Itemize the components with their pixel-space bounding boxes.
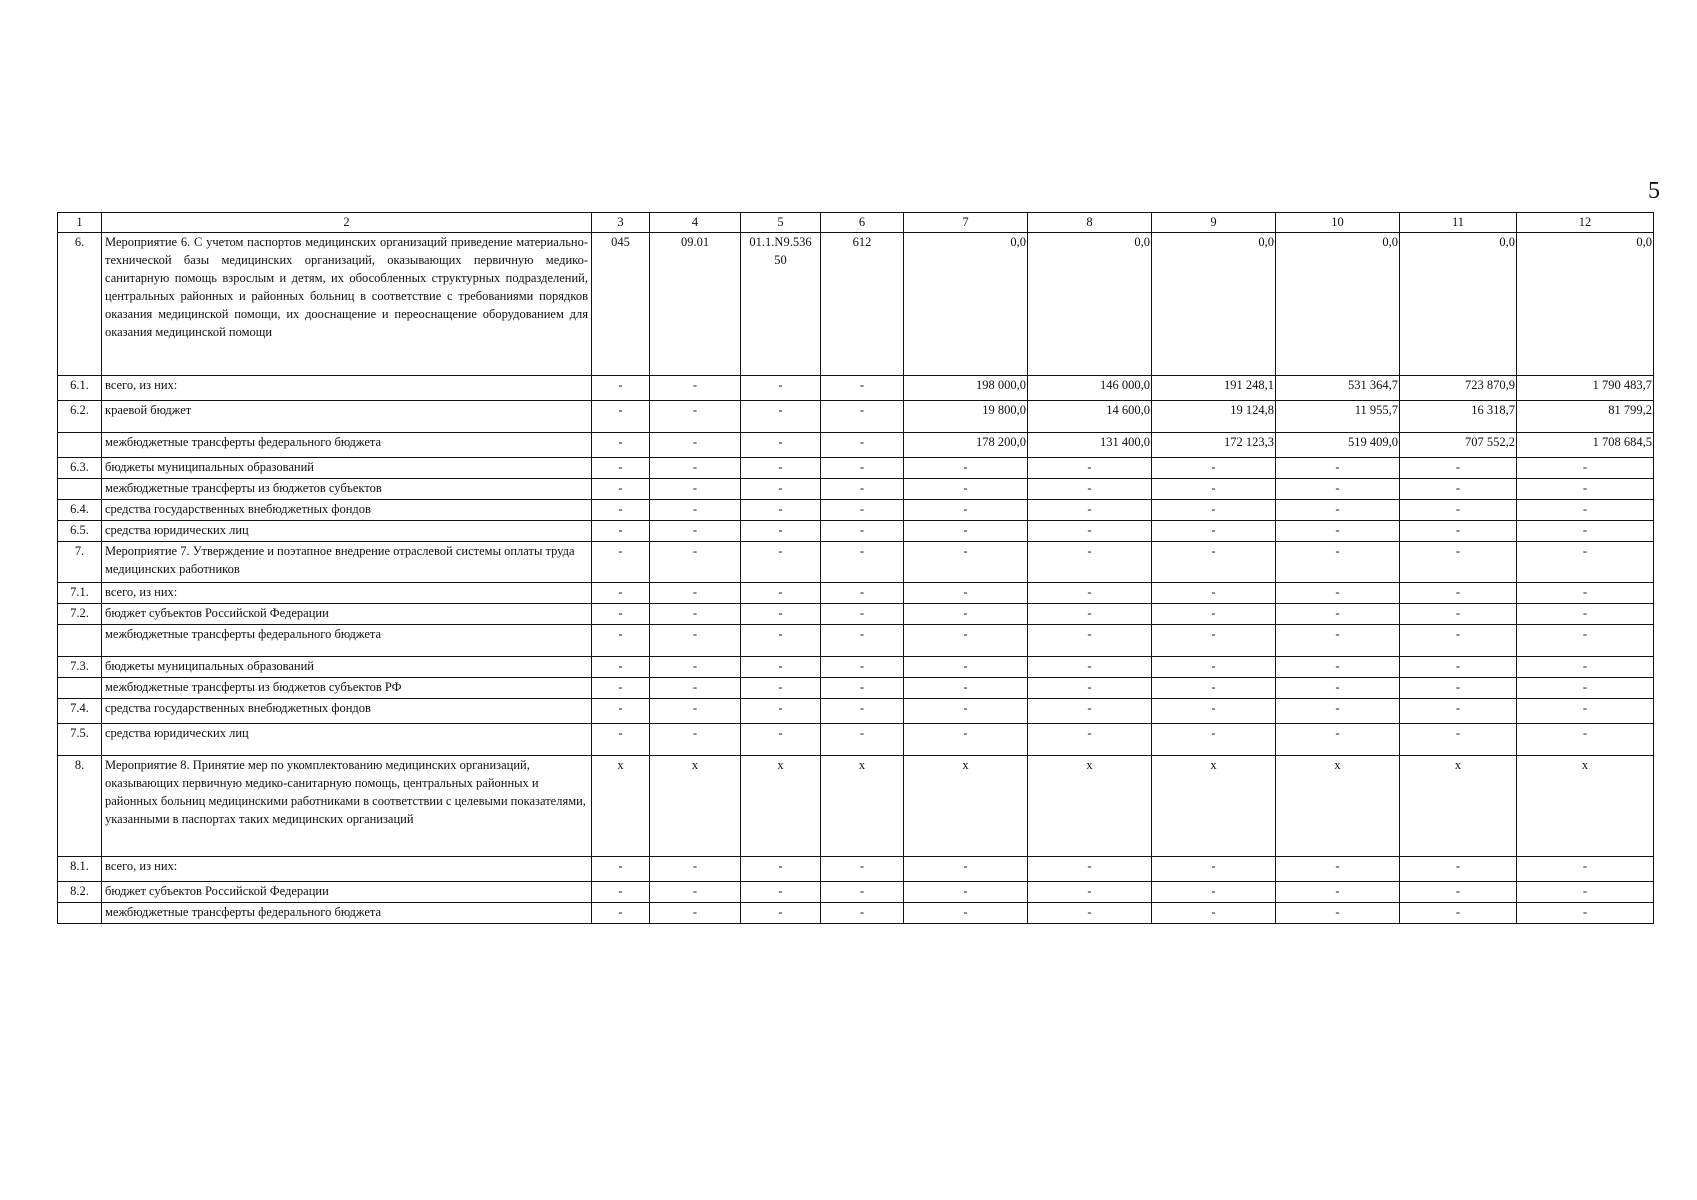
value-cell-c7: - bbox=[904, 699, 1028, 724]
value-cell-c10: - bbox=[1276, 500, 1400, 521]
value-cell-c8: - bbox=[1028, 724, 1152, 756]
row-number: 7.3. bbox=[58, 657, 102, 678]
value-cell-c10: - bbox=[1276, 699, 1400, 724]
row-description: межбюджетные трансферты из бюджетов субъектов bbox=[102, 479, 592, 500]
value-cell-c11: - bbox=[1400, 542, 1517, 583]
value-cell-c9: - bbox=[1152, 857, 1276, 882]
value-cell-c5: - bbox=[741, 657, 821, 678]
value-cell-c9: x bbox=[1152, 756, 1276, 857]
value-cell-c11: - bbox=[1400, 500, 1517, 521]
value-cell-c11: - bbox=[1400, 479, 1517, 500]
value-cell-c3: - bbox=[592, 678, 650, 699]
value-cell-c5: - bbox=[741, 857, 821, 882]
value-cell-c5: - bbox=[741, 882, 821, 903]
table-row bbox=[58, 583, 1654, 604]
row-number: 6.4. bbox=[58, 500, 102, 521]
value-cell-c12: - bbox=[1517, 542, 1654, 583]
row-number: 6.1. bbox=[58, 376, 102, 401]
value-cell-c5: - bbox=[741, 521, 821, 542]
value-cell-c10: - bbox=[1276, 583, 1400, 604]
value-cell-c4: - bbox=[650, 657, 741, 678]
table-row bbox=[58, 542, 1654, 583]
row-number: 8.1. bbox=[58, 857, 102, 882]
value-cell-c7: - bbox=[904, 657, 1028, 678]
value-cell-c11: - bbox=[1400, 882, 1517, 903]
value-cell-c10: - bbox=[1276, 857, 1400, 882]
table-row bbox=[58, 604, 1654, 625]
value-cell-c11: - bbox=[1400, 724, 1517, 756]
value-cell-c9: 191 248,1 bbox=[1152, 376, 1276, 401]
value-cell-c12: - bbox=[1517, 604, 1654, 625]
value-cell-c9: 19 124,8 bbox=[1152, 401, 1276, 433]
value-cell-c6: - bbox=[821, 699, 904, 724]
value-cell-c6: - bbox=[821, 433, 904, 458]
table-row bbox=[58, 233, 1654, 376]
value-cell-c12: 81 799,2 bbox=[1517, 401, 1654, 433]
header-cell: 10 bbox=[1276, 213, 1400, 233]
value-cell-c11: 723 870,9 bbox=[1400, 376, 1517, 401]
value-cell-c8: - bbox=[1028, 657, 1152, 678]
table-row bbox=[58, 657, 1654, 678]
value-cell-c4: - bbox=[650, 604, 741, 625]
value-cell-c10: - bbox=[1276, 458, 1400, 479]
value-cell-c7: - bbox=[904, 625, 1028, 657]
value-cell-c3: - bbox=[592, 521, 650, 542]
value-cell-c7: - bbox=[904, 542, 1028, 583]
header-cell: 3 bbox=[592, 213, 650, 233]
header-cell: 12 bbox=[1517, 213, 1654, 233]
value-cell-c6: - bbox=[821, 657, 904, 678]
value-cell-c8: - bbox=[1028, 857, 1152, 882]
value-cell-c9: - bbox=[1152, 458, 1276, 479]
value-cell-c7: - bbox=[904, 604, 1028, 625]
value-cell-c4: - bbox=[650, 376, 741, 401]
value-cell-c12: - bbox=[1517, 458, 1654, 479]
value-cell-c10: - bbox=[1276, 657, 1400, 678]
value-cell-c6: x bbox=[821, 756, 904, 857]
value-cell-c6: - bbox=[821, 479, 904, 500]
table-row bbox=[58, 724, 1654, 756]
value-cell-c8: 0,0 bbox=[1028, 233, 1152, 376]
value-cell-c3: x bbox=[592, 756, 650, 857]
value-cell-c3: - bbox=[592, 376, 650, 401]
value-cell-c11: - bbox=[1400, 583, 1517, 604]
value-cell-c3: - bbox=[592, 699, 650, 724]
row-number: 7.1. bbox=[58, 583, 102, 604]
value-cell-c11: x bbox=[1400, 756, 1517, 857]
value-cell-c7: 178 200,0 bbox=[904, 433, 1028, 458]
value-cell-c10: - bbox=[1276, 882, 1400, 903]
value-cell-c4: - bbox=[650, 521, 741, 542]
value-cell-c12: 1 708 684,5 bbox=[1517, 433, 1654, 458]
value-cell-c5: - bbox=[741, 479, 821, 500]
value-cell-c10: - bbox=[1276, 625, 1400, 657]
value-cell-c7: - bbox=[904, 857, 1028, 882]
value-cell-c8: - bbox=[1028, 521, 1152, 542]
value-cell-c10: - bbox=[1276, 521, 1400, 542]
header-cell: 9 bbox=[1152, 213, 1276, 233]
value-cell-c4: - bbox=[650, 625, 741, 657]
value-cell-c3: - bbox=[592, 542, 650, 583]
value-cell-c10: 11 955,7 bbox=[1276, 401, 1400, 433]
value-cell-c9: - bbox=[1152, 678, 1276, 699]
value-cell-c4: - bbox=[650, 458, 741, 479]
value-cell-c5: - bbox=[741, 500, 821, 521]
value-cell-c8: - bbox=[1028, 678, 1152, 699]
header-cell: 7 bbox=[904, 213, 1028, 233]
row-description: бюджет субъектов Российской Федерации bbox=[102, 604, 592, 625]
row-description: всего, из них: bbox=[102, 376, 592, 401]
value-cell-c4: - bbox=[650, 583, 741, 604]
value-cell-c12: - bbox=[1517, 479, 1654, 500]
value-cell-c12: - bbox=[1517, 657, 1654, 678]
value-cell-c11: 707 552,2 bbox=[1400, 433, 1517, 458]
table-row bbox=[58, 479, 1654, 500]
value-cell-c4: - bbox=[650, 401, 741, 433]
value-cell-c11: - bbox=[1400, 458, 1517, 479]
value-cell-c5: - bbox=[741, 542, 821, 583]
value-cell-c11: 16 318,7 bbox=[1400, 401, 1517, 433]
value-cell-c10: 531 364,7 bbox=[1276, 376, 1400, 401]
value-cell-c4: - bbox=[650, 479, 741, 500]
row-description: Мероприятие 7. Утверждение и поэтапное внедрение отраслевой системы оплаты труда медицинских работников bbox=[102, 542, 592, 583]
row-number bbox=[58, 479, 102, 500]
table-row bbox=[58, 625, 1654, 657]
row-description: средства государственных внебюджетных фондов bbox=[102, 699, 592, 724]
value-cell-c4: - bbox=[650, 678, 741, 699]
value-cell-c10: - bbox=[1276, 678, 1400, 699]
value-cell-c5: - bbox=[741, 376, 821, 401]
value-cell-c6: - bbox=[821, 521, 904, 542]
row-number bbox=[58, 903, 102, 924]
value-cell-c5: - bbox=[741, 433, 821, 458]
value-cell-c12: x bbox=[1517, 756, 1654, 857]
value-cell-c7: - bbox=[904, 521, 1028, 542]
value-cell-c9: 0,0 bbox=[1152, 233, 1276, 376]
value-cell-c11: - bbox=[1400, 521, 1517, 542]
table-row bbox=[58, 433, 1654, 458]
row-number: 6.2. bbox=[58, 401, 102, 433]
value-cell-c11: - bbox=[1400, 699, 1517, 724]
row-number: 6. bbox=[58, 233, 102, 376]
value-cell-c10: - bbox=[1276, 479, 1400, 500]
header-cell: 6 bbox=[821, 213, 904, 233]
row-description: бюджеты муниципальных образований bbox=[102, 458, 592, 479]
row-number: 6.5. bbox=[58, 521, 102, 542]
value-cell-c8: - bbox=[1028, 604, 1152, 625]
value-cell-c10: - bbox=[1276, 542, 1400, 583]
value-cell-c8: - bbox=[1028, 479, 1152, 500]
value-cell-c3: - bbox=[592, 500, 650, 521]
value-cell-c4: - bbox=[650, 542, 741, 583]
value-cell-c6: - bbox=[821, 625, 904, 657]
value-cell-c7: x bbox=[904, 756, 1028, 857]
value-cell-c12: - bbox=[1517, 857, 1654, 882]
value-cell-c12: - bbox=[1517, 500, 1654, 521]
value-cell-c12: 0,0 bbox=[1517, 233, 1654, 376]
value-cell-c5: - bbox=[741, 699, 821, 724]
row-description: межбюджетные трансферты из бюджетов субъектов РФ bbox=[102, 678, 592, 699]
value-cell-c8: - bbox=[1028, 625, 1152, 657]
value-cell-c6: - bbox=[821, 903, 904, 924]
value-cell-c7: - bbox=[904, 479, 1028, 500]
table-row bbox=[58, 699, 1654, 724]
table-row bbox=[58, 401, 1654, 433]
value-cell-c7: - bbox=[904, 583, 1028, 604]
value-cell-c6: - bbox=[821, 542, 904, 583]
table-row bbox=[58, 857, 1654, 882]
value-cell-c7: - bbox=[904, 903, 1028, 924]
value-cell-c3: - bbox=[592, 604, 650, 625]
value-cell-c7: - bbox=[904, 882, 1028, 903]
row-number: 6.3. bbox=[58, 458, 102, 479]
value-cell-c9: - bbox=[1152, 500, 1276, 521]
value-cell-c4: x bbox=[650, 756, 741, 857]
value-cell-c3: - bbox=[592, 857, 650, 882]
value-cell-c3: - bbox=[592, 479, 650, 500]
value-cell-c6: - bbox=[821, 604, 904, 625]
value-cell-c6: - bbox=[821, 857, 904, 882]
value-cell-c9: - bbox=[1152, 625, 1276, 657]
value-cell-c9: - bbox=[1152, 882, 1276, 903]
value-cell-c6: - bbox=[821, 500, 904, 521]
value-cell-c8: 14 600,0 bbox=[1028, 401, 1152, 433]
header-cell: 5 bbox=[741, 213, 821, 233]
value-cell-c12: - bbox=[1517, 625, 1654, 657]
value-cell-c11: 0,0 bbox=[1400, 233, 1517, 376]
value-cell-c9: - bbox=[1152, 521, 1276, 542]
value-cell-c8: 131 400,0 bbox=[1028, 433, 1152, 458]
value-cell-c9: 172 123,3 bbox=[1152, 433, 1276, 458]
row-description: бюджеты муниципальных образований bbox=[102, 657, 592, 678]
row-number: 7. bbox=[58, 542, 102, 583]
row-number bbox=[58, 678, 102, 699]
row-description: Мероприятие 6. С учетом паспортов медицинских организаций приведение материально-технической базы медицинских организаций, оказывающих первичную медико-санитарную помощь взрослым и детям, их обособленных структурных подразделений, центральных районных и районных больниц в соответствие с требованиями порядков оказания медицинской помощи, их дооснащение и переоснащение оборудованием для оказания медицинской помощи bbox=[102, 233, 592, 376]
value-cell-c8: - bbox=[1028, 583, 1152, 604]
value-cell-c12: - bbox=[1517, 882, 1654, 903]
value-cell-c7: 19 800,0 bbox=[904, 401, 1028, 433]
header-cell: 2 bbox=[102, 213, 592, 233]
table-row bbox=[58, 458, 1654, 479]
value-cell-c10: 519 409,0 bbox=[1276, 433, 1400, 458]
value-cell-c3: - bbox=[592, 401, 650, 433]
value-cell-c11: - bbox=[1400, 903, 1517, 924]
value-cell-c11: - bbox=[1400, 625, 1517, 657]
table-row bbox=[58, 882, 1654, 903]
value-cell-c4: - bbox=[650, 882, 741, 903]
value-cell-c7: - bbox=[904, 458, 1028, 479]
header-cell: 1 bbox=[58, 213, 102, 233]
value-cell-c8: - bbox=[1028, 699, 1152, 724]
value-cell-c3: - bbox=[592, 458, 650, 479]
table-row bbox=[58, 678, 1654, 699]
value-cell-c8: - bbox=[1028, 458, 1152, 479]
value-cell-c4: 09.01 bbox=[650, 233, 741, 376]
value-cell-c6: - bbox=[821, 678, 904, 699]
value-cell-c4: - bbox=[650, 724, 741, 756]
row-description: межбюджетные трансферты федерального бюджета bbox=[102, 433, 592, 458]
value-cell-c5: - bbox=[741, 724, 821, 756]
value-cell-c5: - bbox=[741, 583, 821, 604]
value-cell-c6: - bbox=[821, 583, 904, 604]
value-cell-c3: - bbox=[592, 903, 650, 924]
value-cell-c3: - bbox=[592, 583, 650, 604]
value-cell-c10: 0,0 bbox=[1276, 233, 1400, 376]
row-description: межбюджетные трансферты федерального бюджета bbox=[102, 625, 592, 657]
header-row bbox=[58, 213, 1654, 233]
value-cell-c7: - bbox=[904, 724, 1028, 756]
row-number: 8.2. bbox=[58, 882, 102, 903]
value-cell-c8: - bbox=[1028, 542, 1152, 583]
value-cell-c9: - bbox=[1152, 724, 1276, 756]
value-cell-c12: - bbox=[1517, 903, 1654, 924]
value-cell-c6: 612 bbox=[821, 233, 904, 376]
value-cell-c11: - bbox=[1400, 604, 1517, 625]
row-description: всего, из них: bbox=[102, 583, 592, 604]
page-number: 5 bbox=[1648, 178, 1660, 204]
value-cell-c9: - bbox=[1152, 479, 1276, 500]
value-cell-c9: - bbox=[1152, 699, 1276, 724]
table-row bbox=[58, 376, 1654, 401]
value-cell-c8: x bbox=[1028, 756, 1152, 857]
value-cell-c12: - bbox=[1517, 724, 1654, 756]
value-cell-c5: - bbox=[741, 604, 821, 625]
row-description: средства юридических лиц bbox=[102, 521, 592, 542]
value-cell-c5: x bbox=[741, 756, 821, 857]
value-cell-c6: - bbox=[821, 401, 904, 433]
row-description: всего, из них: bbox=[102, 857, 592, 882]
table-row bbox=[58, 521, 1654, 542]
row-description: средства юридических лиц bbox=[102, 724, 592, 756]
value-cell-c10: - bbox=[1276, 604, 1400, 625]
value-cell-c6: - bbox=[821, 882, 904, 903]
table-row bbox=[58, 756, 1654, 857]
row-description: межбюджетные трансферты федерального бюджета bbox=[102, 903, 592, 924]
value-cell-c5: - bbox=[741, 903, 821, 924]
value-cell-c4: - bbox=[650, 433, 741, 458]
value-cell-c12: - bbox=[1517, 699, 1654, 724]
value-cell-c4: - bbox=[650, 699, 741, 724]
row-description: краевой бюджет bbox=[102, 401, 592, 433]
value-cell-c9: - bbox=[1152, 903, 1276, 924]
header-cell: 8 bbox=[1028, 213, 1152, 233]
value-cell-c4: - bbox=[650, 857, 741, 882]
value-cell-c9: - bbox=[1152, 657, 1276, 678]
value-cell-c4: - bbox=[650, 903, 741, 924]
value-cell-c5: - bbox=[741, 458, 821, 479]
row-description: Мероприятие 8. Принятие мер по укомплектованию медицинских организаций, оказывающих первичную медико-санитарную помощь, центральных районных и районных больниц медицинскими работниками в соответствии с целевыми показателями, указанными в паспортах таких медицинских организаций bbox=[102, 756, 592, 857]
value-cell-c3: - bbox=[592, 882, 650, 903]
table-row bbox=[58, 500, 1654, 521]
row-number: 8. bbox=[58, 756, 102, 857]
value-cell-c9: - bbox=[1152, 583, 1276, 604]
header-cell: 4 bbox=[650, 213, 741, 233]
row-description: бюджет субъектов Российской Федерации bbox=[102, 882, 592, 903]
value-cell-c7: 0,0 bbox=[904, 233, 1028, 376]
value-cell-c7: - bbox=[904, 500, 1028, 521]
value-cell-c11: - bbox=[1400, 657, 1517, 678]
value-cell-c7: - bbox=[904, 678, 1028, 699]
budget-table bbox=[57, 212, 1654, 924]
value-cell-c3: - bbox=[592, 657, 650, 678]
value-cell-c9: - bbox=[1152, 604, 1276, 625]
value-cell-c10: - bbox=[1276, 903, 1400, 924]
value-cell-c6: - bbox=[821, 724, 904, 756]
row-description: средства государственных внебюджетных фондов bbox=[102, 500, 592, 521]
value-cell-c5: 01.1.N9.536 50 bbox=[741, 233, 821, 376]
value-cell-c8: - bbox=[1028, 500, 1152, 521]
value-cell-c3: - bbox=[592, 724, 650, 756]
value-cell-c3: - bbox=[592, 433, 650, 458]
header-cell: 11 bbox=[1400, 213, 1517, 233]
table-row bbox=[58, 903, 1654, 924]
row-number bbox=[58, 433, 102, 458]
value-cell-c11: - bbox=[1400, 678, 1517, 699]
value-cell-c5: - bbox=[741, 678, 821, 699]
value-cell-c8: - bbox=[1028, 882, 1152, 903]
value-cell-c4: - bbox=[650, 500, 741, 521]
value-cell-c3: - bbox=[592, 625, 650, 657]
value-cell-c3: 045 bbox=[592, 233, 650, 376]
value-cell-c5: - bbox=[741, 625, 821, 657]
value-cell-c5: - bbox=[741, 401, 821, 433]
value-cell-c8: - bbox=[1028, 903, 1152, 924]
value-cell-c12: - bbox=[1517, 583, 1654, 604]
value-cell-c10: - bbox=[1276, 724, 1400, 756]
value-cell-c12: - bbox=[1517, 678, 1654, 699]
row-number bbox=[58, 625, 102, 657]
value-cell-c8: 146 000,0 bbox=[1028, 376, 1152, 401]
value-cell-c11: - bbox=[1400, 857, 1517, 882]
value-cell-c6: - bbox=[821, 376, 904, 401]
value-cell-c6: - bbox=[821, 458, 904, 479]
value-cell-c10: x bbox=[1276, 756, 1400, 857]
value-cell-c9: - bbox=[1152, 542, 1276, 583]
row-number: 7.5. bbox=[58, 724, 102, 756]
row-number: 7.4. bbox=[58, 699, 102, 724]
row-number: 7.2. bbox=[58, 604, 102, 625]
value-cell-c12: - bbox=[1517, 521, 1654, 542]
value-cell-c7: 198 000,0 bbox=[904, 376, 1028, 401]
value-cell-c12: 1 790 483,7 bbox=[1517, 376, 1654, 401]
